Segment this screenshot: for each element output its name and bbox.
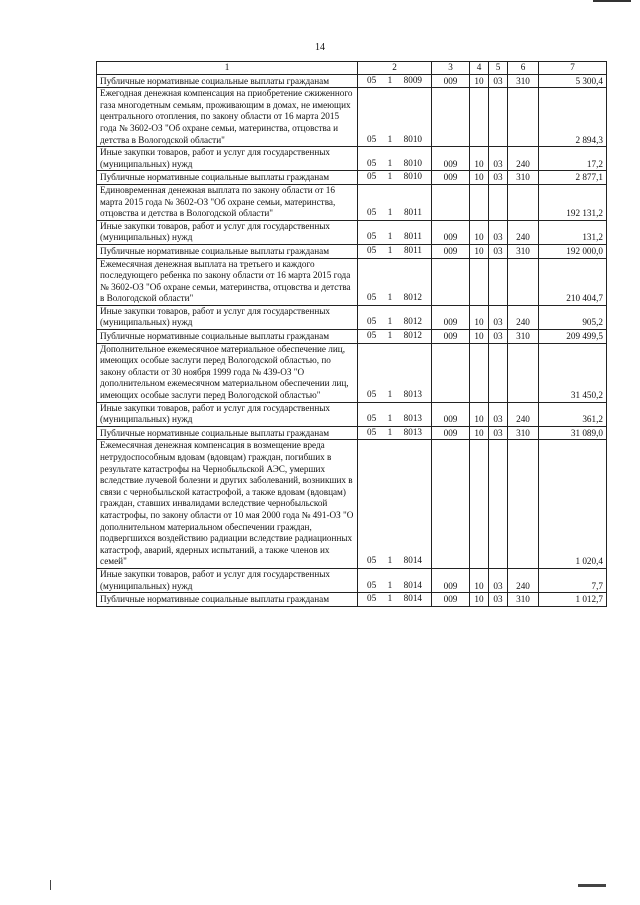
target-article-code [358,258,432,305]
code-part: 8012 [403,316,422,327]
target-article-code [358,74,432,88]
row-name: Публичные нормативные социальные выплаты гражданам [97,74,358,88]
amount: 192 000,0 [539,244,607,258]
code-part: 05 [367,207,377,218]
grbs-code: 009 [432,593,470,607]
code-part: 1 [387,244,393,255]
target-article-code [358,305,432,329]
code-part: 8011 [403,207,422,218]
scan-edge-mark [50,880,51,890]
section-code: 10 [470,402,489,426]
section-code: 10 [470,593,489,607]
code-part: 05 [367,426,377,437]
target-article-code [358,426,432,440]
expense-type-code [508,88,539,147]
subsection-code: 03 [489,568,508,592]
code-part: 8013 [403,426,422,437]
code-part: 05 [367,244,377,255]
row-name: Публичные нормативные социальные выплаты гражданам [97,171,358,185]
target-article-code [358,147,432,171]
code-part: 05 [367,389,377,400]
section-code [470,184,489,220]
code-part: 05 [367,555,377,566]
code-part: 1 [387,133,393,144]
subsection-code [489,440,508,569]
table-row [97,593,607,607]
section-code [470,343,489,402]
code-part: 1 [387,555,393,566]
subsection-code: 03 [489,330,508,344]
amount: 2 894,3 [539,88,607,147]
grbs-code: 009 [432,568,470,592]
grbs-code: 009 [432,220,470,244]
code-part: 1 [387,389,393,400]
target-article-code [358,330,432,344]
grbs-code [432,440,470,569]
header-col-2: 2 [358,62,432,75]
code-part: 1 [387,292,393,303]
table-row [97,220,607,244]
expense-type-code [508,258,539,305]
row-name: Дополнительное ежемесячное материальное обеспечение лиц, имеющих особые заслуги перед Вологодской областью, по закону области от 30 ноября 1999 года № 439-ОЗ "О дополнительном ежемесячном материальном обеспечении лиц, имеющих особые заслуги перед Вологодской областью" [97,343,358,402]
grbs-code [432,343,470,402]
table-row [97,343,607,402]
section-code: 10 [470,74,489,88]
code-part: 8014 [403,555,422,566]
section-code [470,258,489,305]
table-row [97,258,607,305]
expense-type-code: 240 [508,147,539,171]
target-article-code [358,220,432,244]
amount: 17,2 [539,147,607,171]
code-part: 8010 [403,133,422,144]
code-part: 1 [387,426,393,437]
code-part: 8010 [403,157,422,168]
expense-type-code [508,440,539,569]
amount: 210 404,7 [539,258,607,305]
subsection-code: 03 [489,147,508,171]
table-row [97,426,607,440]
row-name: Иные закупки товаров, работ и услуг для государственных (муниципальных) нужд [97,220,358,244]
code-part: 8009 [403,74,422,85]
table-row [97,440,607,569]
code-part: 8013 [403,389,422,400]
grbs-code: 009 [432,402,470,426]
code-part: 05 [367,74,377,85]
target-article-code [358,244,432,258]
row-name: Ежегодная денежная компенсация на приобретение сжиженного газа многодетным семьям, проживающим в домах, не имеющих центрального отопления, по закону области от 16 марта 2015 года № 3602-ОЗ "Об охране семьи, материнства, отцовства и детства в Вологодской области" [97,88,358,147]
grbs-code: 009 [432,147,470,171]
expense-type-code: 240 [508,220,539,244]
amount: 209 499,5 [539,330,607,344]
row-name: Публичные нормативные социальные выплаты гражданам [97,244,358,258]
row-name: Ежемесячная денежная выплата на третьего и каждого последующего ребенка по закону области от 16 марта 2015 года № 3602-ОЗ "Об охране семьи, материнства, отцовства и детства в Вологодской области" [97,258,358,305]
row-name: Иные закупки товаров, работ и услуг для государственных (муниципальных) нужд [97,402,358,426]
expense-type-code: 310 [508,171,539,185]
header-col-1: 1 [97,62,358,75]
header-col-4: 4 [470,62,489,75]
table-row [97,184,607,220]
subsection-code: 03 [489,220,508,244]
amount: 1 012,7 [539,593,607,607]
code-part: 05 [367,157,377,168]
expense-type-code: 240 [508,568,539,592]
target-article-code [358,88,432,147]
code-part: 1 [387,74,393,85]
expense-type-code: 310 [508,74,539,88]
header-col-3: 3 [432,62,470,75]
budget-table [96,61,607,607]
code-part: 1 [387,157,393,168]
section-code: 10 [470,220,489,244]
amount: 31 450,2 [539,343,607,402]
code-part: 1 [387,207,393,218]
subsection-code: 03 [489,426,508,440]
grbs-code: 009 [432,426,470,440]
code-part: 8012 [403,330,422,341]
header-col-7: 7 [539,62,607,75]
amount: 31 089,0 [539,426,607,440]
code-part: 1 [387,413,393,424]
code-part: 05 [367,133,377,144]
amount: 5 300,4 [539,74,607,88]
code-part: 05 [367,579,377,590]
expense-type-code: 310 [508,426,539,440]
grbs-code: 009 [432,171,470,185]
subsection-code [489,88,508,147]
section-code: 10 [470,305,489,329]
code-part: 05 [367,316,377,327]
code-part: 05 [367,593,377,604]
subsection-code: 03 [489,593,508,607]
table-row [97,330,607,344]
code-part: 8014 [403,579,422,590]
header-col-5: 5 [489,62,508,75]
code-part: 8013 [403,413,422,424]
subsection-code: 03 [489,171,508,185]
code-part: 8014 [403,593,422,604]
grbs-code: 009 [432,305,470,329]
code-part: 05 [367,171,377,182]
row-name: Ежемесячная денежная компенсация в возмещение вреда нетрудоспособным вдовам (вдовцам) граждан, погибших в результате катастрофы на Чернобыльской АЭС, умерших вследствие лучевой болезни и других заболеваний, возникших в связи с чернобыльской катастрофой, а также вдовам (вдовцам) граждан, ставших инвалидами вследствие чернобыльской катастрофы, по закону области от 10 мая 2000 года № 491-ОЗ "О дополнительном материальном обеспечении граждан, подвергшихся воздействию радиации вследствие радиационных катастроф, аварий, ядерных испытаний, а также членов их семей" [97,440,358,569]
amount: 2 877,1 [539,171,607,185]
grbs-code: 009 [432,244,470,258]
table-row [97,402,607,426]
row-name: Публичные нормативные социальные выплаты гражданам [97,426,358,440]
subsection-code: 03 [489,305,508,329]
code-part: 1 [387,593,393,604]
row-name: Иные закупки товаров, работ и услуг для государственных (муниципальных) нужд [97,305,358,329]
table-row [97,244,607,258]
code-part: 8011 [403,244,422,255]
code-part: 1 [387,579,393,590]
target-article-code [358,440,432,569]
row-name: Публичные нормативные социальные выплаты гражданам [97,593,358,607]
section-code: 10 [470,568,489,592]
code-part: 8012 [403,292,422,303]
table-row [97,147,607,171]
table-row [97,74,607,88]
expense-type-code: 240 [508,402,539,426]
section-code: 10 [470,426,489,440]
subsection-code: 03 [489,74,508,88]
section-code: 10 [470,171,489,185]
expense-type-code: 240 [508,305,539,329]
expense-type-code [508,343,539,402]
row-name: Единовременная денежная выплата по закону области от 16 марта 2015 года № 3602-ОЗ "Об охране семьи, материнства, отцовства и детства в Вологодской области" [97,184,358,220]
subsection-code: 03 [489,244,508,258]
section-code: 10 [470,147,489,171]
code-part: 8011 [403,231,422,242]
subsection-code [489,184,508,220]
code-part: 1 [387,316,393,327]
target-article-code [358,184,432,220]
amount: 1 020,4 [539,440,607,569]
amount: 361,2 [539,402,607,426]
section-code [470,88,489,147]
page-number: 14 [315,42,325,53]
code-part: 8010 [403,171,422,182]
expense-type-code: 310 [508,330,539,344]
scan-edge-mark [578,884,606,887]
expense-type-code: 310 [508,244,539,258]
amount: 131,2 [539,220,607,244]
row-name: Иные закупки товаров, работ и услуг для государственных (муниципальных) нужд [97,147,358,171]
target-article-code [358,568,432,592]
row-name: Иные закупки товаров, работ и услуг для государственных (муниципальных) нужд [97,568,358,592]
header-row [97,62,607,75]
subsection-code [489,343,508,402]
table-row [97,88,607,147]
grbs-code [432,184,470,220]
grbs-code: 009 [432,330,470,344]
code-part: 05 [367,231,377,242]
amount: 905,2 [539,305,607,329]
code-part: 05 [367,413,377,424]
table-row [97,568,607,592]
target-article-code [358,402,432,426]
table-row [97,305,607,329]
code-part: 1 [387,171,393,182]
table-row [97,171,607,185]
target-article-code [358,343,432,402]
row-name: Публичные нормативные социальные выплаты гражданам [97,330,358,344]
amount: 192 131,2 [539,184,607,220]
grbs-code [432,258,470,305]
amount: 7,7 [539,568,607,592]
code-part: 1 [387,231,393,242]
section-code: 10 [470,330,489,344]
grbs-code: 009 [432,74,470,88]
header-col-6: 6 [508,62,539,75]
section-code [470,440,489,569]
subsection-code: 03 [489,402,508,426]
target-article-code [358,593,432,607]
scan-edge-mark [593,0,631,2]
expense-type-code [508,184,539,220]
code-part: 05 [367,330,377,341]
section-code: 10 [470,244,489,258]
expense-type-code: 310 [508,593,539,607]
code-part: 1 [387,330,393,341]
grbs-code [432,88,470,147]
target-article-code [358,171,432,185]
code-part: 05 [367,292,377,303]
subsection-code [489,258,508,305]
